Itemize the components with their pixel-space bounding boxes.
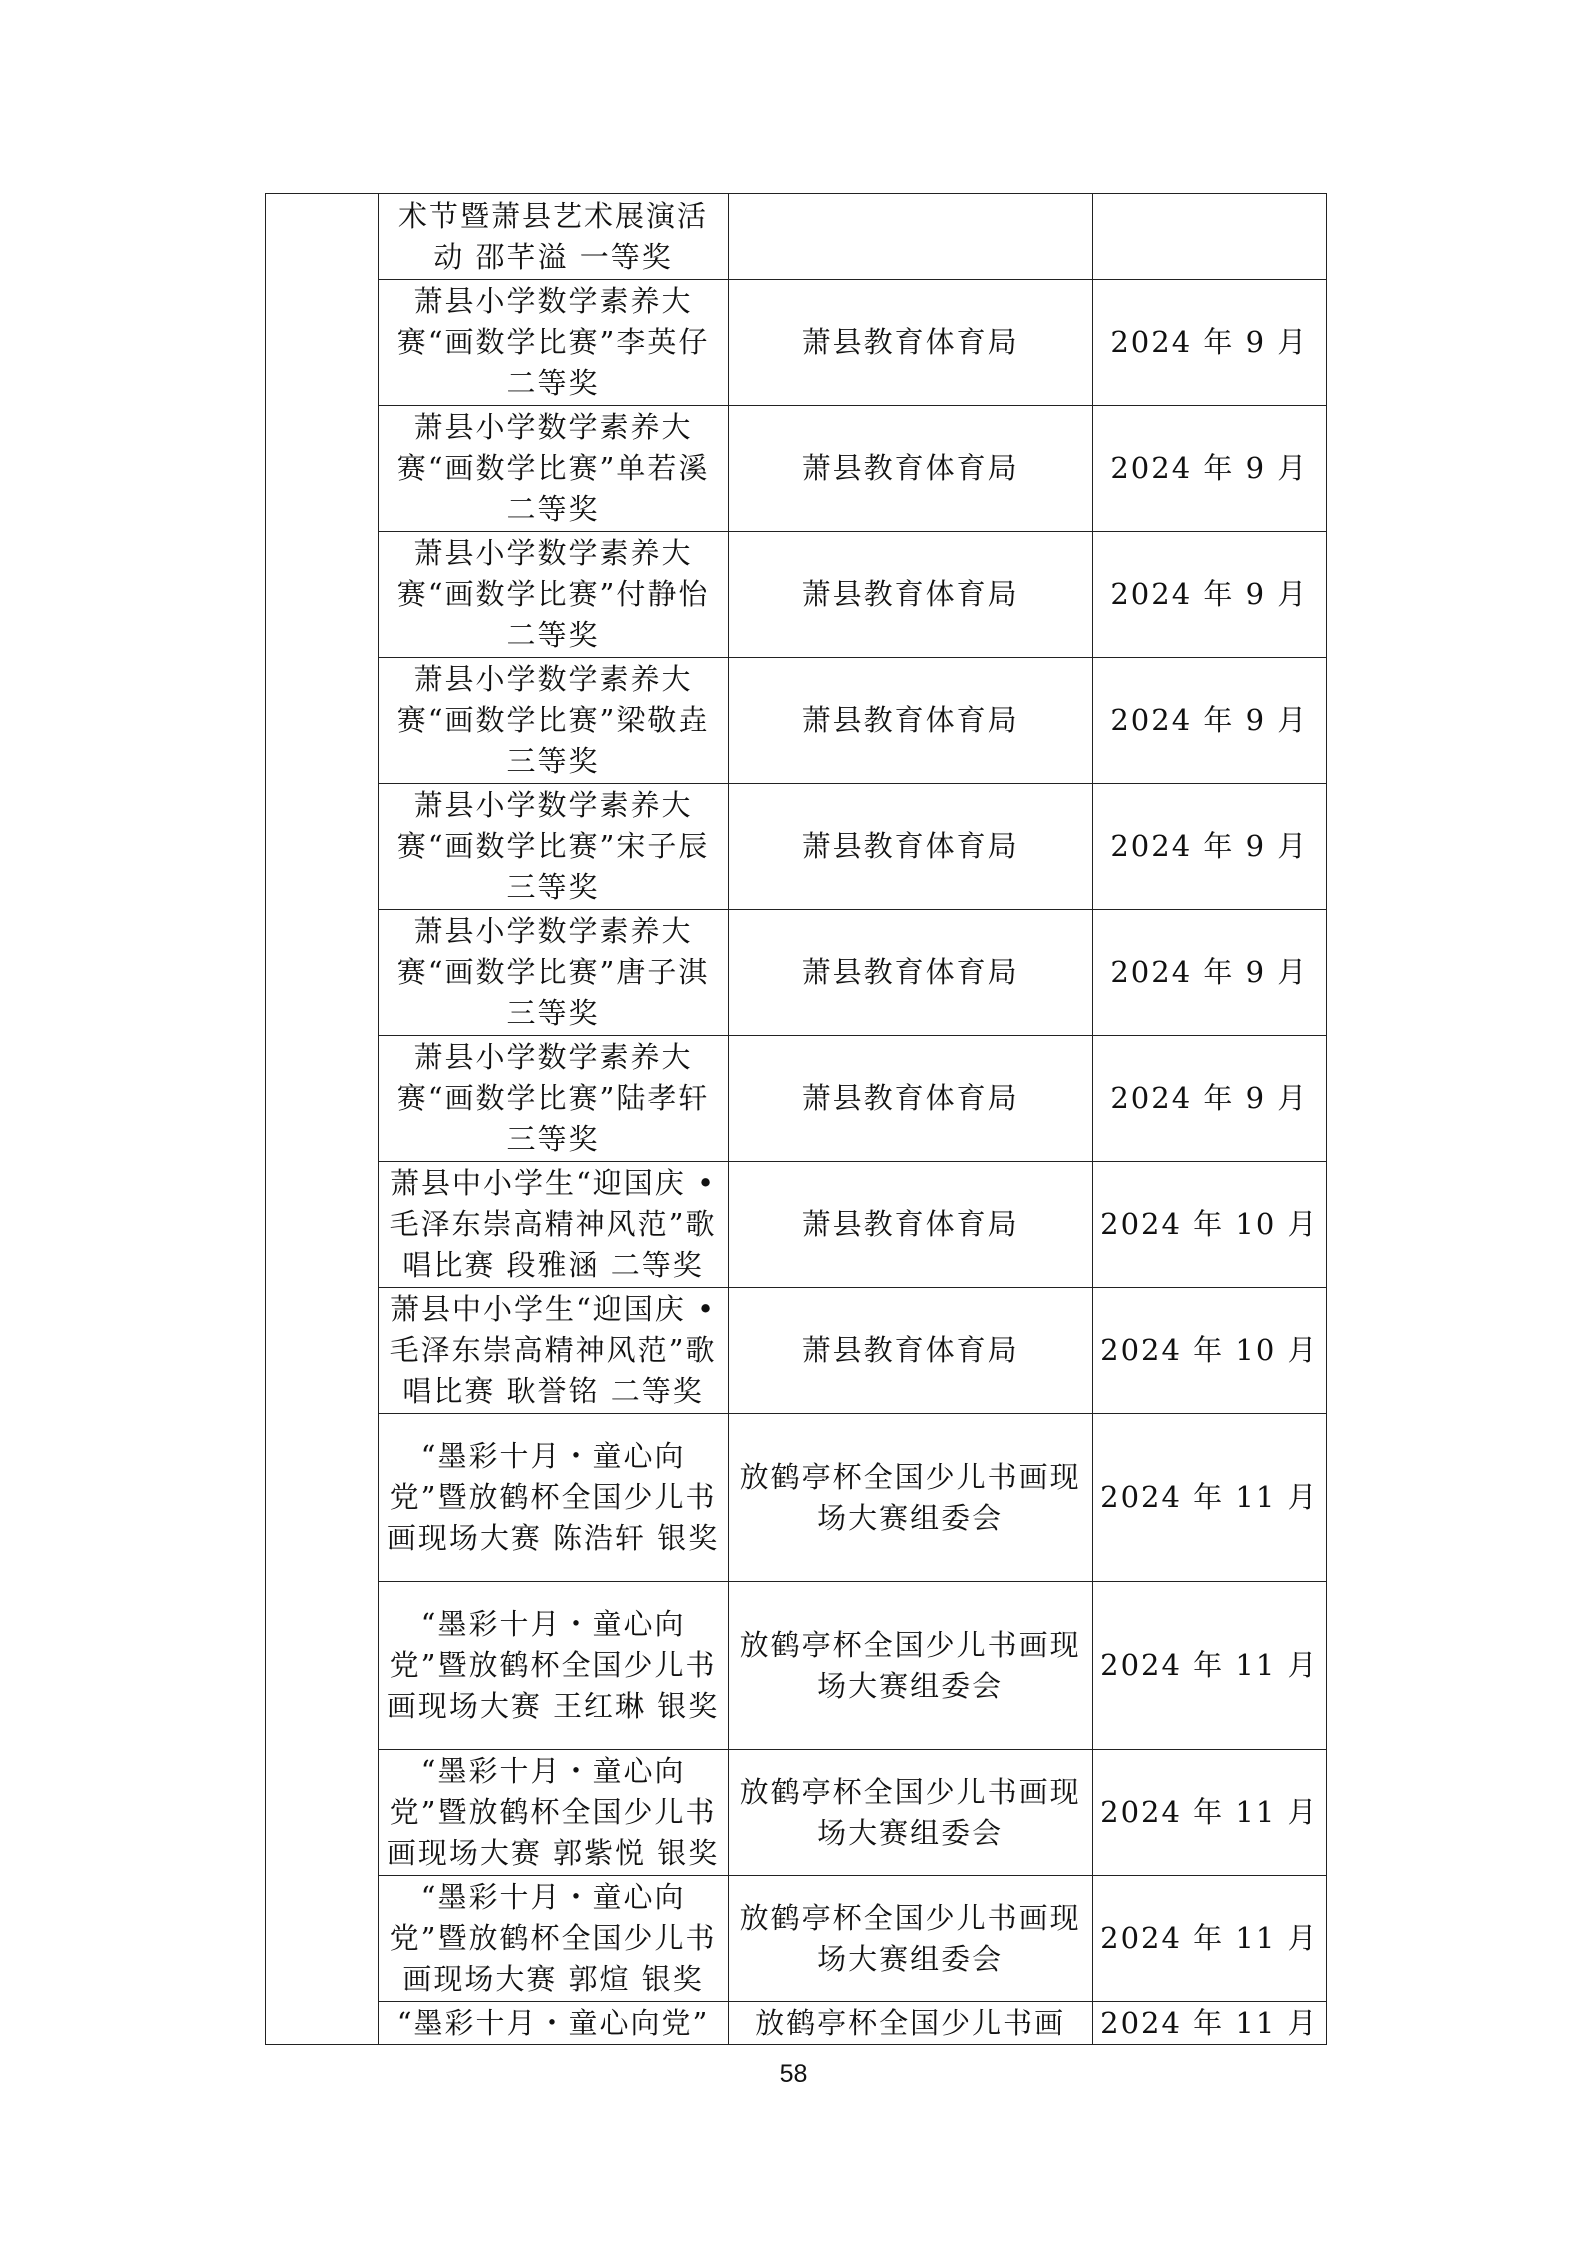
organizer-cell: 放鹤亭杯全国少儿书画现场大赛组委会 [728, 1750, 1092, 1876]
table-row [266, 406, 1327, 532]
date-cell: 2024 年 9 月 [1092, 784, 1326, 910]
award-cell: 萧县小学数学素养大赛“画数学比赛”付静怡二等奖 [378, 532, 728, 658]
award-cell: 萧县小学数学素养大赛“画数学比赛”陆孝轩三等奖 [378, 1036, 728, 1162]
page-number: 58 [779, 2060, 808, 2088]
organizer-cell: 萧县教育体育局 [728, 280, 1092, 406]
table-row [266, 1582, 1327, 1750]
award-cell: “墨彩十月・童心向党”暨放鹤杯全国少儿书画现场大赛 郭紫悦 银奖 [378, 1750, 728, 1876]
award-cell: “墨彩十月・童心向党”暨放鹤杯全国少儿书画现场大赛 郭煊 银奖 [378, 1876, 728, 2002]
table-row [266, 658, 1327, 784]
table-row [266, 280, 1327, 406]
table-row [266, 194, 1327, 280]
award-cell: 萧县小学数学素养大赛“画数学比赛”单若溪二等奖 [378, 406, 728, 532]
award-cell: 萧县中小学生“迎国庆 •毛泽东崇高精神风范”歌唱比赛 耿誉铭 二等奖 [378, 1288, 728, 1414]
date-cell: 2024 年 9 月 [1092, 1036, 1326, 1162]
date-cell: 2024 年 11 月 [1092, 1414, 1326, 1582]
date-cell: 2024 年 9 月 [1092, 280, 1326, 406]
organizer-cell: 萧县教育体育局 [728, 658, 1092, 784]
award-cell: 萧县小学数学素养大赛“画数学比赛”宋子辰三等奖 [378, 784, 728, 910]
table-row [266, 1162, 1327, 1288]
organizer-cell: 萧县教育体育局 [728, 1036, 1092, 1162]
organizer-cell: 萧县教育体育局 [728, 532, 1092, 658]
award-cell: “墨彩十月・童心向党”暨放鹤杯全国少儿书画现场大赛 陈浩轩 银奖 [378, 1414, 728, 1582]
award-cell: “墨彩十月・童心向党” [378, 2002, 728, 2045]
date-cell: 2024 年 9 月 [1092, 532, 1326, 658]
organizer-cell: 萧县教育体育局 [728, 406, 1092, 532]
organizer-cell: 萧县教育体育局 [728, 910, 1092, 1036]
table-row [266, 532, 1327, 658]
organizer-cell: 放鹤亭杯全国少儿书画现场大赛组委会 [728, 1414, 1092, 1582]
date-cell: 2024 年 10 月 [1092, 1288, 1326, 1414]
organizer-cell: 放鹤亭杯全国少儿书画现场大赛组委会 [728, 1582, 1092, 1750]
organizer-cell: 萧县教育体育局 [728, 784, 1092, 910]
organizer-cell [728, 194, 1092, 280]
date-cell: 2024 年 11 月 [1092, 1582, 1326, 1750]
awards-table [265, 193, 1327, 2045]
table-row [266, 1414, 1327, 1582]
table-row [266, 784, 1327, 910]
date-cell: 2024 年 10 月 [1092, 1162, 1326, 1288]
award-cell: 萧县小学数学素养大赛“画数学比赛”梁敬垚三等奖 [378, 658, 728, 784]
category-cell [266, 194, 379, 2045]
table-row [266, 2002, 1327, 2045]
award-cell: 萧县小学数学素养大赛“画数学比赛”李英仔二等奖 [378, 280, 728, 406]
award-cell: “墨彩十月・童心向党”暨放鹤杯全国少儿书画现场大赛 王红琳 银奖 [378, 1582, 728, 1750]
table-row [266, 910, 1327, 1036]
organizer-cell: 萧县教育体育局 [728, 1162, 1092, 1288]
table-row [266, 1036, 1327, 1162]
table-row [266, 1876, 1327, 2002]
date-cell [1092, 194, 1326, 280]
award-cell: 术节暨萧县艺术展演活动 邵芊溢 一等奖 [378, 194, 728, 280]
award-cell: 萧县小学数学素养大赛“画数学比赛”唐子淇三等奖 [378, 910, 728, 1036]
organizer-cell: 放鹤亭杯全国少儿书画现场大赛组委会 [728, 1876, 1092, 2002]
date-cell: 2024 年 11 月 [1092, 1750, 1326, 1876]
table-row [266, 1750, 1327, 1876]
organizer-cell: 萧县教育体育局 [728, 1288, 1092, 1414]
table-row [266, 1288, 1327, 1414]
date-cell: 2024 年 11 月 [1092, 2002, 1326, 2045]
award-cell: 萧县中小学生“迎国庆 •毛泽东崇高精神风范”歌唱比赛 段雅涵 二等奖 [378, 1162, 728, 1288]
date-cell: 2024 年 9 月 [1092, 406, 1326, 532]
organizer-cell: 放鹤亭杯全国少儿书画 [728, 2002, 1092, 2045]
date-cell: 2024 年 9 月 [1092, 658, 1326, 784]
date-cell: 2024 年 11 月 [1092, 1876, 1326, 2002]
date-cell: 2024 年 9 月 [1092, 910, 1326, 1036]
